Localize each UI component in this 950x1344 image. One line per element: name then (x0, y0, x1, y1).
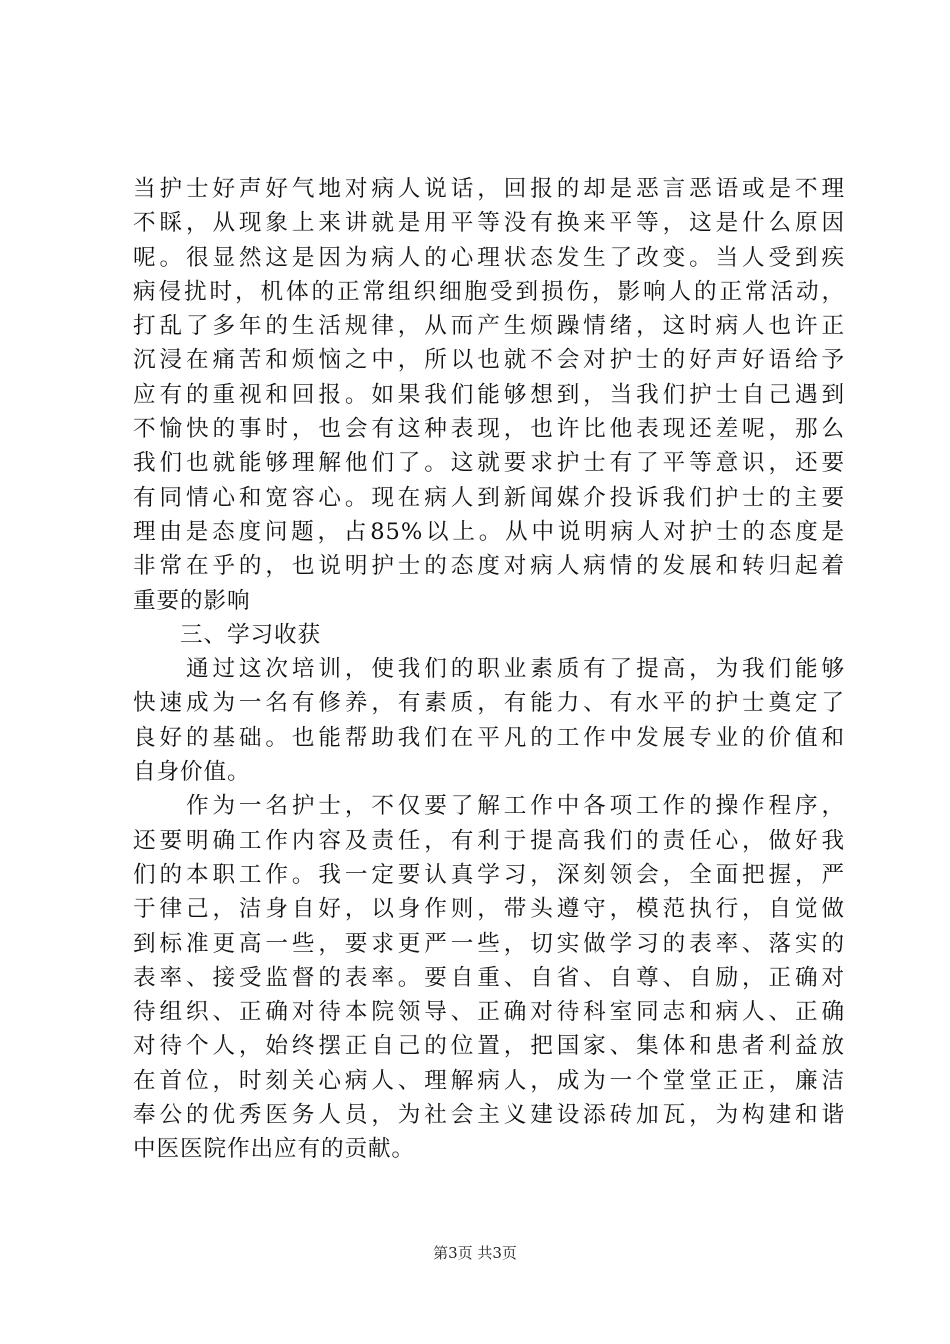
text-line: 自身价值。 (133, 759, 251, 786)
text-line: 重要的影响 (133, 587, 251, 614)
text-line: 快速成为一名有修养，有素质，有能力、有水平的护士奠定了 (133, 690, 845, 717)
text-line: 非常在乎的，也说明护士的态度对病人病情的发展和转归起着 (133, 553, 845, 580)
text-line: 在首位，时刻关心病人、理解病人，成为一个堂堂正正，廉洁 (133, 1067, 845, 1094)
text-line: 我们也就能够理解他们了。这就要求护士有了平等意识，还要 (133, 450, 845, 477)
text-line: 们的本职工作。我一定要认真学习，深刻领会，全面把握，严 (133, 861, 845, 888)
text-line: 到标准更高一些，要求更严一些，切实做学习的表率、落实的 (133, 930, 845, 957)
text-line: 奉公的优秀医务人员，为社会主义建设添砖加瓦，为构建和谐 (133, 1102, 845, 1129)
text-line: 应有的重视和回报。如果我们能够想到，当我们护士自己遇到 (133, 381, 845, 408)
text-line: 不睬，从现象上来讲就是用平等没有换来平等，这是什么原因 (133, 210, 845, 237)
text-line: 病侵扰时，机体的正常组织细胞受到损伤，影响人的正常活动， (133, 278, 845, 305)
text-line: 于律己，洁身自好，以身作则，带头遵守，模范执行，自觉做 (133, 896, 845, 923)
text-line: 还要明确工作内容及责任，有利于提高我们的责任心，做好我 (133, 827, 845, 854)
text-line: 对待个人，始终摆正自己的位置，把国家、集体和患者利益放 (133, 1033, 845, 1060)
page-number-footer: 第3页 共3页 (433, 1244, 517, 1262)
text-line: 呢。很显然这是因为病人的心理状态发生了改变。当人受到疾 (133, 244, 845, 271)
text-line: 有同情心和宽容心。现在病人到新闻媒介投诉我们护士的主要 (133, 484, 845, 511)
text-line: 不愉快的事时，也会有这种表现，也许比他表现还差呢，那么 (133, 416, 845, 443)
text-line: 待组织、正确对待本院领导、正确对待科室同志和病人、正确 (133, 999, 845, 1026)
text-line: 当护士好声好气地对病人说话，回报的却是恶言恶语或是不理 (133, 176, 845, 202)
text-line: 打乱了多年的生活规律，从而产生烦躁情绪，这时病人也许正 (133, 313, 845, 340)
text-line: 良好的基础。也能帮助我们在平凡的工作中发展专业的价值和 (133, 724, 845, 751)
text-line: 理由是态度问题，占85%以上。从中说明病人对护士的态度是 (133, 518, 845, 545)
text-line: 中医医院作出应有的贡献。 (133, 1136, 415, 1163)
section-heading: 三、学习收获 (133, 621, 321, 648)
text-line: 表率、接受监督的表率。要自重、自省、自尊、自励，正确对 (133, 964, 845, 991)
text-line: 作为一名护士，不仅要了解工作中各项工作的操作程序， (133, 793, 845, 820)
document-body (133, 172, 845, 1167)
text-line: 沉浸在痛苦和烦恼之中，所以也就不会对护士的好声好语给予 (133, 347, 845, 374)
text-line: 通过这次培训，使我们的职业素质有了提高，为我们能够 (133, 656, 845, 683)
